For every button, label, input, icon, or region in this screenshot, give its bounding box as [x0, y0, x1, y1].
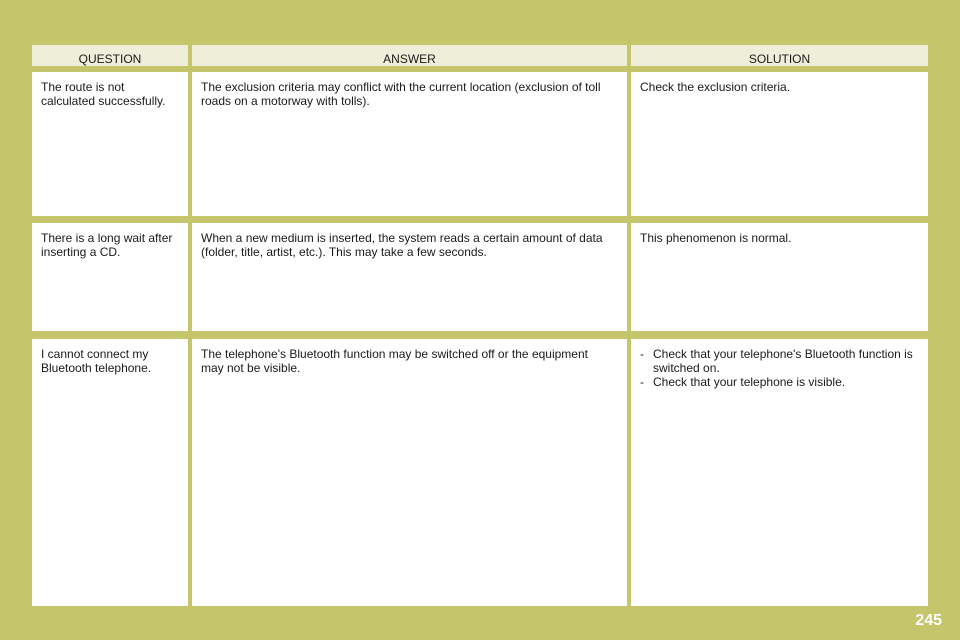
row-3-answer: The telephone's Bluetooth function may be switched off or the equipment may not be visible. [192, 339, 627, 606]
solution-item: - Check that your telephone's Bluetooth function is switched on. [640, 347, 913, 375]
row-2-question: There is a long wait after inserting a CD. [32, 223, 188, 331]
page-number: 245 [915, 612, 942, 629]
solution-list [640, 347, 918, 389]
header-answer: ANSWER [192, 45, 627, 66]
header-question: QUESTION [32, 45, 188, 66]
row-3-question: I cannot connect my Bluetooth telephone. [32, 339, 188, 606]
row-1-answer: The exclusion criteria may conflict with the current location (exclusion of toll roads on a motorway with tolls). [192, 72, 627, 216]
row-1-question: The route is not calculated successfully. [32, 72, 188, 216]
row-3-solution [631, 339, 928, 606]
header-solution: SOLUTION [631, 45, 928, 66]
solution-item-text: Check that your telephone is visible. [653, 375, 846, 389]
row-2-answer: When a new medium is inserted, the system reads a certain amount of data (folder, title, artist, etc.). This may take a few seconds. [192, 223, 627, 331]
row-1-solution: Check the exclusion criteria. [631, 72, 928, 216]
solution-item: - Check that your telephone is visible. [640, 375, 846, 389]
row-2-solution: This phenomenon is normal. [631, 223, 928, 331]
solution-item-text: Check that your telephone's Bluetooth function is switched on. [653, 347, 913, 375]
